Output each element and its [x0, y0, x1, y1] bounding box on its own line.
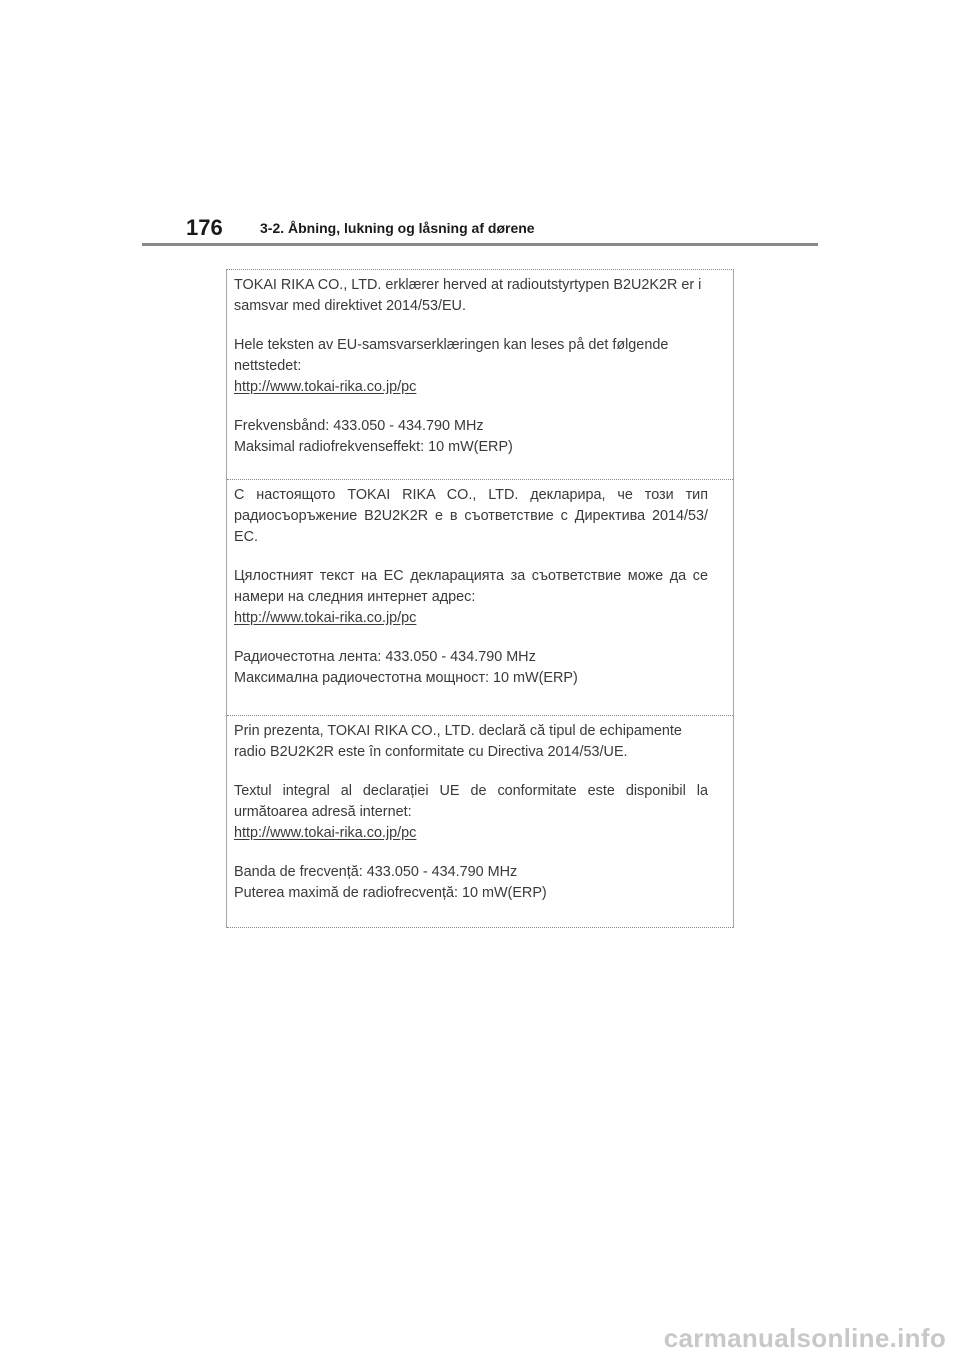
frequency-band: Frekvensbånd: 433.050 - 434.790 MHz: [234, 418, 484, 434]
max-power: Maksimal radiofrekvenseffekt: 10 mW(ERP): [234, 439, 513, 455]
declaration-url-link[interactable]: http://www.tokai-rika.co.jp/pc: [234, 379, 417, 395]
page-number: 176: [186, 215, 223, 240]
declaration-url-link[interactable]: http://www.tokai-rika.co.jp/pc: [234, 825, 417, 841]
page-header: [0, 0, 960, 250]
watermark: carmanualsonline.info: [663, 1323, 946, 1353]
declaration-romanian: [227, 716, 733, 928]
header-divider: [142, 243, 818, 246]
frequency-band: Banda de frecvență: 433.050 - 434.790 MHz: [234, 864, 518, 880]
declaration-availability: Цялостният текст на ЕС декларацията за съответствие може да се намери на следния интернет адрес:: [234, 568, 708, 605]
section-title: 3-2. Åbning, lukning og låsning af dørene: [260, 220, 535, 236]
declaration-statement: TOKAI RIKA CO., LTD. erklærer herved at radioutstyrtypen B2U2K2R er i samsvar med direktivet 2014/53/EU.: [234, 277, 702, 314]
declaration-statement: С настоящото TOKAI RIKA CO., LTD. декларира, че този тип радиосъоръжение B2U2K2R е в съответствие с Директива 2014/53/ЕС.: [234, 487, 708, 545]
declaration-availability: Textul integral al declarației UE de conformitate este disponibil la următoarea adresă internet:: [234, 783, 708, 820]
declaration-bulgarian: [227, 480, 733, 716]
frequency-band: Радиочестотна лента: 433.050 - 434.790 MHz: [234, 649, 536, 665]
declaration-availability: Hele teksten av EU-samsvarserklæringen kan leses på det følgende nettstedet:: [234, 337, 669, 374]
max-power: Puterea maximă de radiofrecvență: 10 mW(ERP): [234, 885, 547, 901]
declaration-norwegian: [227, 270, 733, 480]
declaration-url-link[interactable]: http://www.tokai-rika.co.jp/pc: [234, 610, 417, 626]
declaration-box: [226, 269, 734, 928]
max-power: Максимална радиочестотна мощност: 10 mW(ERP): [234, 670, 578, 686]
declaration-statement: Prin prezenta, TOKAI RIKA CO., LTD. declară că tipul de echipamente radio B2U2K2R este în conformitate cu Directiva 2014/53/UE.: [234, 723, 682, 760]
